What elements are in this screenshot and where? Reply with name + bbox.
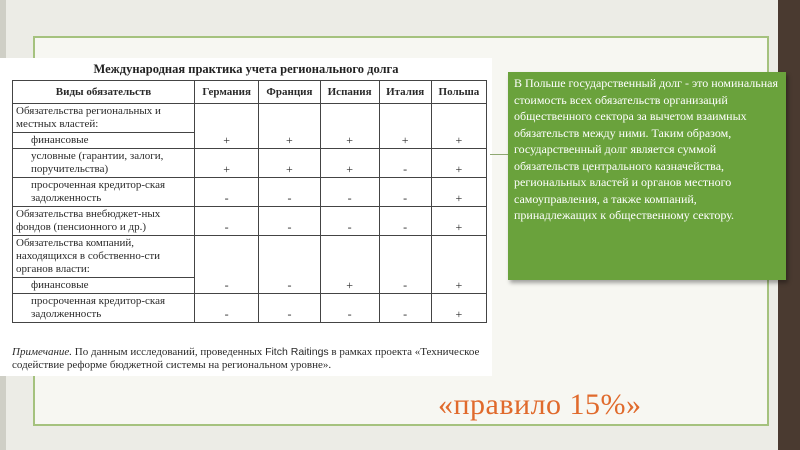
cell-mark: -	[259, 294, 320, 323]
row-label: Обязательства компаний, находящихся в собственно-сти органов власти:	[13, 236, 195, 278]
cell-mark: -	[195, 178, 259, 207]
obligations-table	[12, 80, 487, 323]
header-germany: Германия	[195, 81, 259, 104]
cell-mark: -	[259, 236, 320, 294]
header-obligation-type: Виды обязательств	[13, 81, 195, 104]
cell-mark: +	[431, 236, 486, 294]
cell-mark: +	[431, 149, 486, 178]
table-row	[13, 149, 487, 178]
cell-mark: +	[431, 104, 486, 149]
cell-mark: +	[431, 207, 486, 236]
cell-mark: -	[320, 294, 379, 323]
cell-mark: +	[259, 104, 320, 149]
header-spain: Испания	[320, 81, 379, 104]
cell-mark: +	[259, 149, 320, 178]
rule-15-percent-heading: «правило 15%»	[438, 388, 642, 421]
callout-connector-line	[490, 154, 510, 155]
table-row	[13, 178, 487, 207]
cell-mark: +	[320, 236, 379, 294]
cell-mark: +	[379, 104, 431, 149]
row-label: условные (гарантии, залоги, поручительства)	[13, 149, 195, 178]
cell-mark: -	[195, 207, 259, 236]
row-label: Обязательства внебюджет-ных фондов (пенсионного и др.)	[13, 207, 195, 236]
row-label: просроченная кредитор-ская задолженность	[13, 178, 195, 207]
cell-mark: -	[379, 178, 431, 207]
note-text-after: в рамках проекта «Техническое содействие реформе бюджетной системы на региональном уровне».	[12, 346, 480, 371]
cell-mark: +	[431, 178, 486, 207]
cell-mark: -	[379, 207, 431, 236]
row-label: Обязательства региональных и местных властей:	[13, 104, 195, 133]
row-label: просроченная кредитор-ская задолженность	[13, 294, 195, 323]
note-brand: Fitch Raitings	[265, 346, 329, 358]
cell-mark: +	[195, 149, 259, 178]
cell-mark: +	[431, 294, 486, 323]
cell-mark: -	[320, 178, 379, 207]
cell-mark: +	[320, 149, 379, 178]
header-italy: Италия	[379, 81, 431, 104]
note-text-before: По данным исследований, проведенных	[72, 346, 266, 358]
cell-mark: -	[195, 236, 259, 294]
table-header-row	[13, 81, 487, 104]
cell-mark: -	[259, 207, 320, 236]
cell-mark: +	[320, 104, 379, 149]
row-label: финансовые	[13, 133, 195, 149]
table-row	[13, 294, 487, 323]
table-row	[13, 236, 487, 278]
note-lead: Примечание.	[12, 346, 73, 358]
table-row	[13, 104, 487, 133]
header-poland: Польша	[431, 81, 486, 104]
row-label: финансовые	[13, 278, 195, 294]
poland-debt-callout: В Польше государственный долг - это номинальная стоимость всех обязательств организаций общественного сектора за вычетом взаимных обязательств между ними. Таким образом, государственный долг является суммой обязательств центрального казначейства, региональных властей и органов местного самоуправления, а также компаний, принадлежащих к общественному сектору.	[508, 72, 786, 280]
header-france: Франция	[259, 81, 320, 104]
table-footnote	[12, 346, 490, 372]
cell-mark: -	[195, 294, 259, 323]
table-row	[13, 207, 487, 236]
cell-mark: -	[379, 236, 431, 294]
cell-mark: -	[320, 207, 379, 236]
cell-mark: +	[195, 104, 259, 149]
cell-mark: -	[379, 149, 431, 178]
document-title: Международная практика учета регионального долга	[93, 62, 399, 76]
cell-mark: -	[379, 294, 431, 323]
cell-mark: -	[259, 178, 320, 207]
